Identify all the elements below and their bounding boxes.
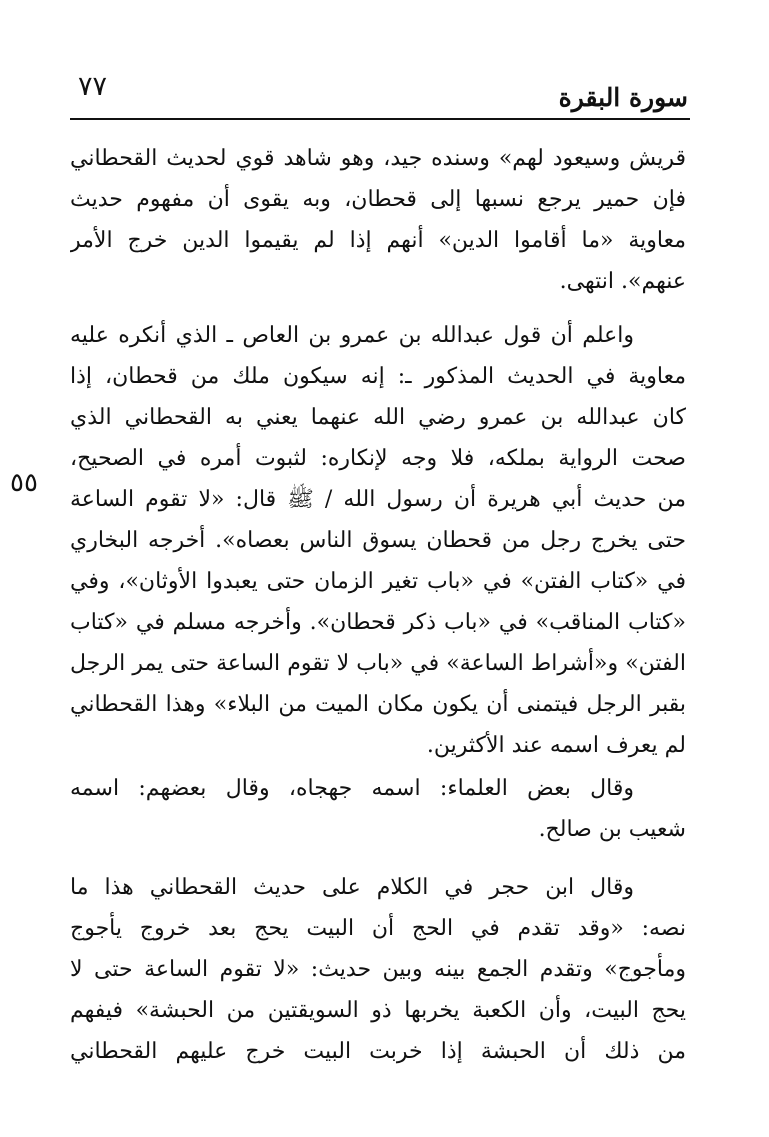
text-line: واعلم أن قول عبدالله بن عمرو بن العاص ـ الذي أنكره عليه xyxy=(70,323,634,348)
text-line: عنهم». انتهى. xyxy=(559,269,686,294)
text-line: من حديث أبي هريرة أن رسول الله / ﷺ قال: «لا تقوم الساعة xyxy=(70,487,686,512)
paragraph-4 xyxy=(70,867,686,1072)
text-line: فإن حمير يرجع نسبها إلى قحطان، وبه يقوى أن مفهوم حديث xyxy=(70,187,686,212)
page-header xyxy=(70,70,688,120)
text-line: نصه: «وقد تقدم في الحج أن البيت يحج بعد خروج يأجوج xyxy=(70,916,686,941)
text-line: بقبر الرجل فيتمنى أن يكون مكان الميت من البلاء» وهذا القحطاني xyxy=(70,692,686,717)
text-line: يحج البيت، وأن الكعبة يخربها ذو السويقتين من الحبشة» فيفهم xyxy=(70,998,686,1023)
text-line: وقال ابن حجر في الكلام على حديث القحطاني هذا ما xyxy=(70,875,634,900)
running-title: سورة البقرة xyxy=(558,83,688,112)
text-line: شعيب بن صالح. xyxy=(538,817,686,842)
paragraph-1 xyxy=(70,138,686,302)
text-line: حتى يخرج رجل من قحطان يسوق الناس بعصاه». أخرجه البخاري xyxy=(70,528,686,553)
text-line: قريش وسيعود لهم» وسنده جيد، وهو شاهد قوي لحديث القحطاني xyxy=(70,146,686,171)
text-line: لم يعرف اسمه عند الأكثرين. xyxy=(426,733,686,758)
margin-note: ٥٥ xyxy=(10,468,38,498)
text-line: وقال بعض العلماء: اسمه جهجاه، وقال بعضهم: اسمه xyxy=(70,776,634,801)
text-line: ومأجوج» وتقدم الجمع بينه وبين حديث: «لا تقوم الساعة حتى لا xyxy=(70,957,686,982)
text-line: «كتاب المناقب» في «باب ذكر قحطان». وأخرجه مسلم في «كتاب xyxy=(70,610,686,635)
text-line: في «كتاب الفتن» في «باب تغير الزمان حتى يعبدوا الأوثان»، وفي xyxy=(70,569,686,594)
text-line: معاوية «ما أقاموا الدين» أنهم إذا لم يقيموا الدين خرج الأمر xyxy=(70,228,686,253)
header-rule xyxy=(70,118,690,120)
paragraph-2 xyxy=(70,315,686,766)
text-line: الفتن» و«أشراط الساعة» في «باب لا تقوم الساعة حتى يمر الرجل xyxy=(70,651,686,676)
text-line: معاوية في الحديث المذكور ـ: إنه سيكون ملك من قحطان، إذا xyxy=(70,364,686,389)
text-line: من ذلك أن الحبشة إذا خربت البيت خرج عليهم القحطاني xyxy=(70,1039,686,1064)
page-number: ٧٧ xyxy=(78,71,108,102)
text-line: كان عبدالله بن عمرو رضي الله عنهما يعني به القحطاني الذي xyxy=(70,405,686,430)
text-line: صحت الرواية بملكه، فلا وجه لإنكاره: لثبوت أمره في الصحيح، xyxy=(70,446,686,471)
paragraph-3 xyxy=(70,768,686,850)
